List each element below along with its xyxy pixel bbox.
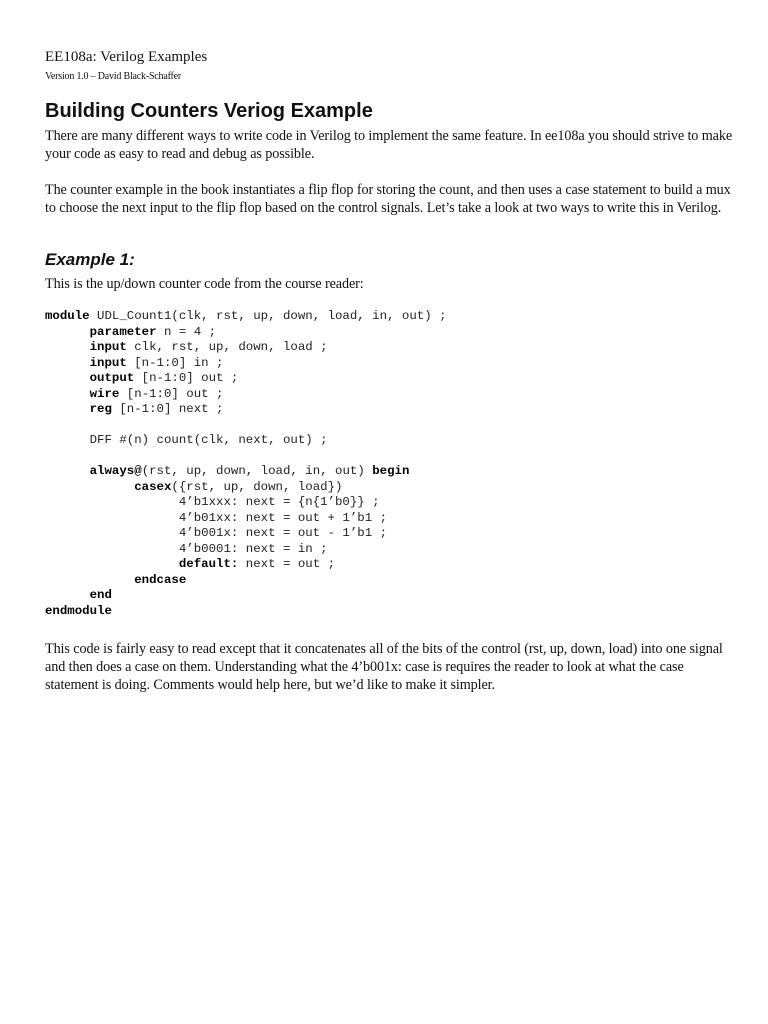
code-keyword: wire: [89, 386, 120, 401]
code-text: (rst, up, down, load, in, out): [141, 464, 373, 478]
code-line: [45, 495, 735, 511]
code-text: 4’b1xxx: next = {n{1’b0}} ;: [178, 495, 380, 509]
reader-intro-paragraph: This is the up/down counter code from the course reader:: [45, 276, 364, 292]
code-text: 4’b01xx: next = out + 1’b1 ;: [178, 510, 388, 525]
code-text: ({rst, up, down, load}): [171, 479, 343, 494]
code-text: 4’b0001: next = in ;: [178, 541, 328, 556]
code-keyword: endcase: [134, 572, 187, 587]
code-keyword: input: [89, 340, 127, 354]
code-keyword: end: [89, 588, 112, 602]
main-heading: Building Counters Veriog Example: [45, 100, 373, 122]
document-version: Version 1.0 – David Black-Schaffer: [45, 71, 182, 82]
code-keyword: output: [89, 371, 135, 385]
counter-paragraph: The counter example in the book instantiates a flip flop for storing the count, and then uses a case statement to build a mux to choose the next input to the flip flop based on the control signals. Let’s take a look at two ways to write this in Verilog.: [45, 182, 731, 216]
code-line: [45, 387, 735, 403]
code-keyword: input: [89, 355, 127, 370]
code-text: UDL_Count1(clk, rst, up, down, load, in, out) ;: [89, 309, 447, 323]
code-line: [45, 573, 735, 589]
code-line: [45, 526, 735, 542]
code-line: [45, 433, 735, 449]
code-text: n = 4 ;: [156, 324, 217, 339]
code-line: [45, 604, 735, 620]
code-line: [45, 309, 735, 325]
code-text: [n-1:0] out ;: [119, 386, 224, 401]
code-line: [45, 418, 735, 434]
code-line: [45, 449, 735, 465]
code-line: [45, 557, 735, 573]
code-line: [45, 464, 735, 480]
code-text: DFF #(n) count(clk, next, out) ;: [89, 433, 328, 447]
code-line: [45, 511, 735, 527]
code-keyword: reg: [89, 402, 112, 416]
document-title: EE108a: Verilog Examples: [45, 49, 208, 65]
code-line: [45, 402, 735, 418]
code-line: [45, 325, 735, 341]
code-keyword: endmodule: [45, 603, 112, 618]
code-text: clk, rst, up, down, load ;: [126, 340, 328, 354]
code-keyword: default:: [178, 557, 239, 571]
code-text: next = out ;: [238, 557, 336, 571]
code-line: [45, 542, 735, 558]
code-keyword: casex: [134, 479, 172, 494]
code-text: [n-1:0] out ;: [134, 371, 239, 385]
explanation-paragraph: This code is fairly easy to read except that it concatenates all of the bits of the control (rst, up, down, load) into one signal and then does a case on them. Understanding what the 4’b001x: case is requires the reader to look at what the case statement is doing. Comments would help here, but we’d like to make it simpler.: [45, 641, 723, 693]
intro-paragraph: There are many different ways to write code in Verilog to implement the same feature. In ee108a you should strive to make your code as easy to read and debug as possible.: [45, 128, 733, 162]
code-line: [45, 371, 735, 387]
code-keyword: begin: [372, 464, 410, 478]
code-line: [45, 340, 735, 356]
code-keyword: parameter: [89, 324, 157, 339]
code-line: [45, 480, 735, 496]
code-line: [45, 356, 735, 372]
code-keyword: always@: [89, 464, 142, 478]
code-line: [45, 588, 735, 604]
code-text: [n-1:0] next ;: [111, 402, 224, 416]
code-text: [n-1:0] in ;: [126, 355, 224, 370]
example-heading: Example 1:: [45, 250, 135, 269]
code-block: [45, 309, 735, 619]
code-keyword: module: [45, 309, 90, 323]
code-text: 4’b001x: next = out - 1’b1 ;: [178, 526, 388, 540]
